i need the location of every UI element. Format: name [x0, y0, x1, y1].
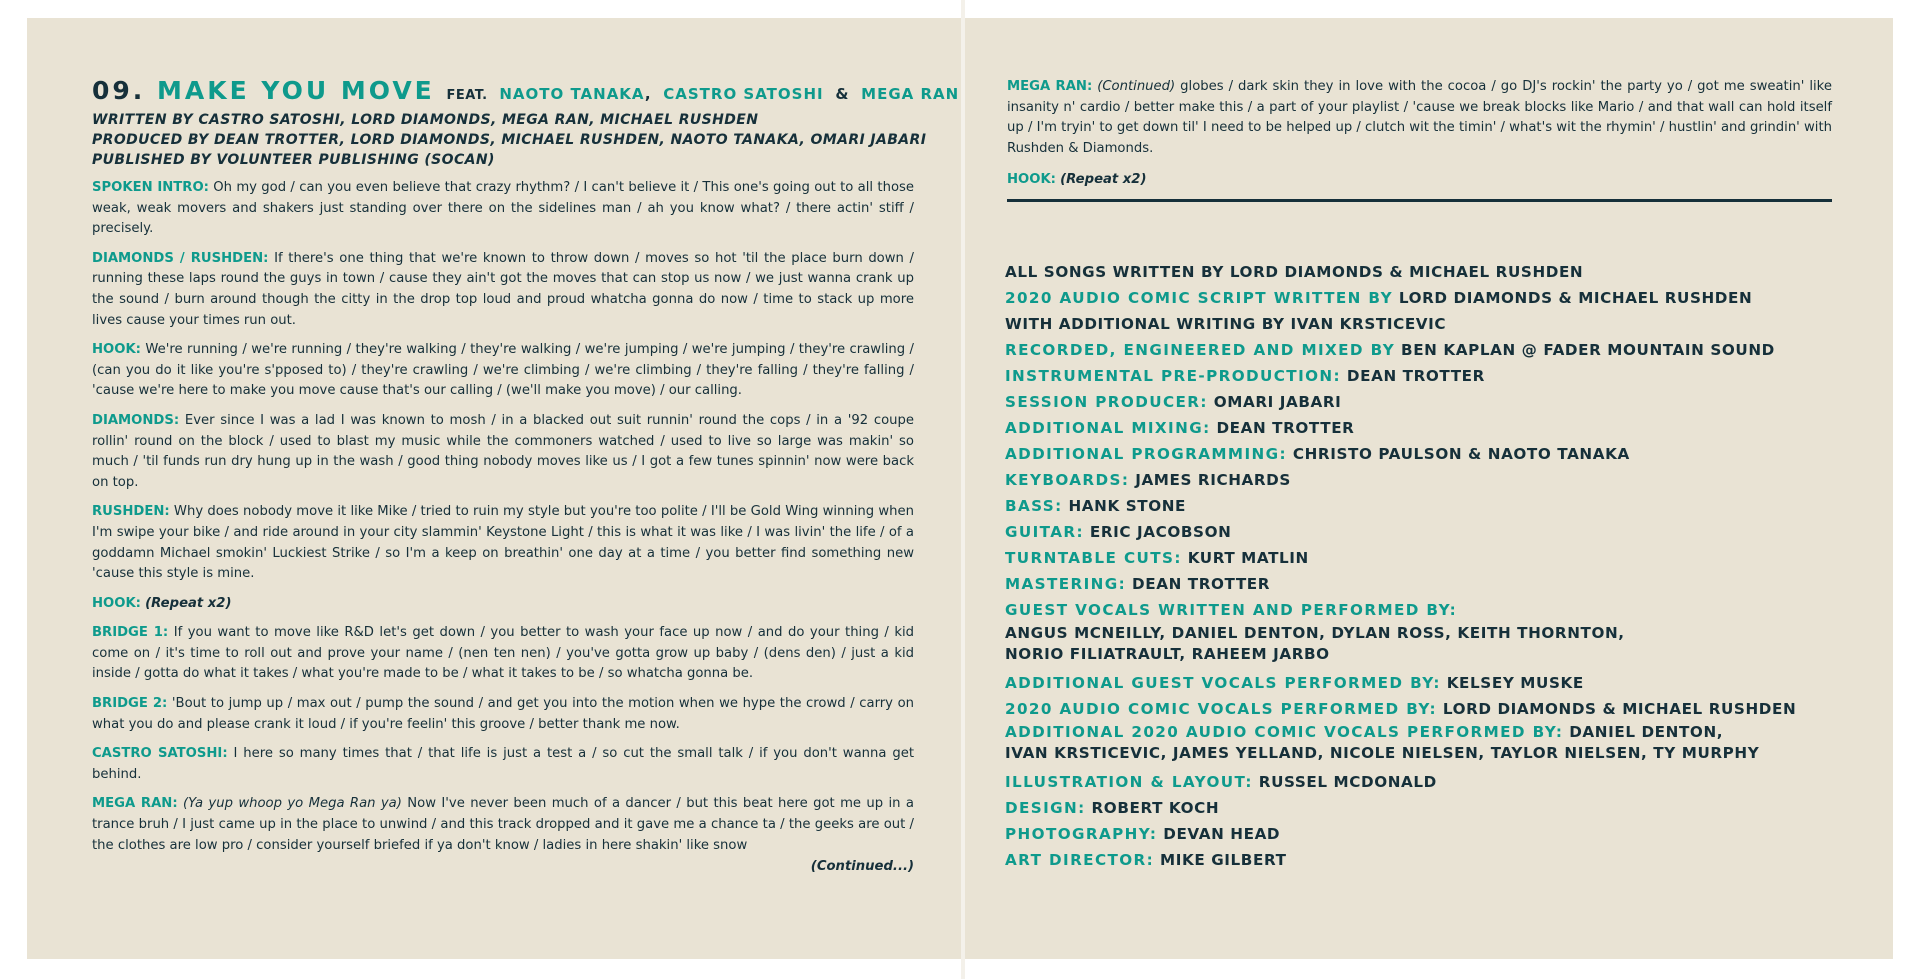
verse	[1007, 170, 1832, 191]
credit-label: RECORDED, ENGINEERED AND MIXED BY	[1005, 341, 1396, 359]
credit-value: NORIO FILIATRAULT, RAHEEM JARBO	[1005, 645, 1330, 663]
verse	[92, 594, 914, 615]
verse-lead: (Repeat x2)	[1060, 172, 1147, 188]
credit-label: DESIGN:	[1005, 799, 1086, 817]
verse-tag: HOOK:	[92, 595, 141, 611]
verse	[92, 178, 914, 240]
credit-value: CHRISTO PAULSON & NAOTO TANAKA	[1292, 445, 1630, 463]
credit-value: DEAN TROTTER	[1132, 575, 1271, 593]
verse	[92, 623, 914, 685]
verse	[92, 694, 914, 735]
credit-row	[1005, 795, 1845, 821]
credit-label: ART DIRECTOR:	[1005, 851, 1155, 869]
credit-value: ANGUS MCNEILLY, DANIEL DENTON, DYLAN ROSS, KEITH THORNTON,	[1005, 624, 1625, 642]
verse-lead: (Ya yup whoop yo Mega Ran ya)	[182, 796, 402, 812]
credit-row	[1005, 597, 1845, 623]
credit-row	[1005, 493, 1845, 519]
verse-lead: (Continued)	[1097, 79, 1176, 94]
verse-text: Now I've never been much of a dancer / but this beat here got me up in a trance bruh / I just came up in the place to unwind / and this track dropped and it gave me a chance ta / the geeks are out / the clothes are low pro / consider yourself briefed if ya don't know / ladies in here shakin' like snow	[92, 796, 914, 853]
feat-separator: &	[835, 85, 850, 103]
verse-text: If you want to move like R&D let's get down / you better to wash your face up now / and do your thing / kid come on / it's time to roll out and prove your name / (nen ten nen) / you've gotta grow up baby / (dens den) / just a kid inside / gotta do what it takes / what you're made to be / what it takes to be / so whatcha gonna be.	[92, 625, 914, 682]
credit-label: ADDITIONAL MIXING:	[1005, 419, 1211, 437]
credit-value: HANK STONE	[1068, 497, 1187, 515]
credit-label: TURNTABLE CUTS:	[1005, 549, 1182, 567]
credit-row	[1005, 571, 1845, 597]
credit-value: DEAN TROTTER	[1216, 419, 1355, 437]
credit-label: KEYBOARDS:	[1005, 471, 1130, 489]
credit-label: ADDITIONAL GUEST VOCALS PERFORMED BY:	[1005, 674, 1441, 692]
feat-artist: CASTRO SATOSHI	[663, 85, 824, 103]
credit-row	[1005, 696, 1845, 722]
verse	[92, 340, 914, 402]
credit-row	[1005, 311, 1845, 337]
lyrics-body	[92, 178, 914, 878]
credit-label: MASTERING:	[1005, 575, 1127, 593]
credit-row	[1005, 722, 1845, 743]
published-by-line: PUBLISHED BY VOLUNTEER PUBLISHING (SOCAN)	[92, 152, 495, 168]
credit-row	[1005, 623, 1845, 644]
feat-artist: MEGA RAN	[861, 85, 960, 103]
verse-text: Ever since I was a lad I was known to mosh / in a blacked out suit runnin' round the cops / in a '92 coupe rollin' round on the block / used to blast my music while the commoners watched / used to live so large was makin' so much / 'til funds run dry hung up in the wash / good thing nobody moves like us / I got a few tunes spinnin' now were back on top.	[92, 412, 914, 490]
credit-label: 2020 AUDIO COMIC SCRIPT WRITTEN BY	[1005, 289, 1393, 307]
credit-row	[1005, 644, 1845, 665]
song-number: 09.	[92, 76, 146, 105]
verse-tag: SPOKEN INTRO:	[92, 180, 209, 195]
credit-value: WITH ADDITIONAL WRITING BY IVAN KRSTICEVIC	[1005, 315, 1447, 333]
credit-row	[1005, 441, 1845, 467]
verse-tag: HOOK:	[1007, 172, 1056, 188]
credit-label: ADDITIONAL 2020 AUDIO COMIC VOCALS PERFORMED BY:	[1005, 723, 1564, 741]
verse	[92, 744, 914, 785]
song-title-line	[92, 76, 960, 110]
feat-artist: NAOTO TANAKA	[499, 85, 645, 103]
feat-label: FEAT.	[446, 88, 488, 103]
credit-value: MIKE GILBERT	[1160, 851, 1287, 869]
credit-row	[1005, 545, 1845, 571]
lyrics-continued-column	[1007, 77, 1832, 202]
verse	[1007, 77, 1832, 159]
verse-text: Oh my god / can you even believe that crazy rhythm? / I can't believe it / This one's going out to all those weak, weak movers and shakers just standing over there on the sidelines man / ah you know what? / there actin' stiff / precisely.	[92, 180, 914, 237]
credit-value: ERIC JACOBSON	[1089, 523, 1232, 541]
credit-row	[1005, 769, 1845, 795]
credit-row	[1005, 821, 1845, 847]
credit-label: 2020 AUDIO COMIC VOCALS PERFORMED BY:	[1005, 700, 1437, 718]
verse	[92, 249, 914, 331]
credit-row	[1005, 743, 1845, 764]
verse-tag: BRIDGE 2:	[92, 696, 168, 712]
credit-value: LORD DIAMONDS & MICHAEL RUSHDEN	[1442, 700, 1797, 718]
credit-row	[1005, 847, 1845, 873]
verse-text: We're running / we're running / they're walking / they're walking / we're jumping / we're jumping / they're crawling / (can you do it like you're s'pposed to) / they're crawling / we're climbing / we're climbing / they're falling / they're falling / 'cause we're here to make you move cause that's our calling / (we'll make you move) / our calling.	[92, 342, 914, 399]
verse-tag: MEGA RAN:	[92, 796, 178, 812]
verse-text: globes / dark skin they in love with the cocoa / go DJ's rockin' the party yo / got me sweatin' like insanity n' cardio / better make this / a part of your playlist / 'cause we break blocks like Mario / and that wall can hold itself up / I'm tryin' to get down til' I need to be helped up / clutch wit the timin' / what's wit the rhymin' / hustlin' and grindin' with Rushden & Diamonds.	[1007, 79, 1832, 156]
verse-tag: DIAMONDS:	[92, 412, 180, 428]
verse-tag: DIAMONDS / RUSHDEN:	[92, 250, 269, 266]
credit-value: KELSEY MUSKE	[1446, 674, 1584, 692]
credit-row	[1005, 285, 1845, 311]
credit-row	[1005, 467, 1845, 493]
verse-lead: (Repeat x2)	[145, 595, 232, 611]
credit-label: BASS:	[1005, 497, 1063, 515]
feat-separator: ,	[644, 85, 652, 103]
section-divider	[1007, 199, 1832, 202]
credit-value: DANIEL DENTON,	[1569, 723, 1724, 741]
credit-value: JAMES RICHARDS	[1135, 471, 1291, 489]
verse	[92, 502, 914, 584]
verse-tag: CASTRO SATOSHI:	[92, 746, 228, 762]
credit-row	[1005, 389, 1845, 415]
credit-label: ILLUSTRATION & LAYOUT:	[1005, 773, 1253, 791]
verse	[92, 794, 914, 856]
verse-tag: MEGA RAN:	[1007, 79, 1093, 94]
credit-label: GUEST VOCALS WRITTEN AND PERFORMED BY:	[1005, 601, 1458, 619]
written-by-line: WRITTEN BY CASTRO SATOSHI, LORD DIAMONDS, MEGA RAN, MICHAEL RUSHDEN	[92, 112, 759, 128]
verse-text: I here so many times that / that life is just a test a / so cut the small talk / if you don't wanna get behind.	[92, 746, 914, 782]
continued-note: (Continued...)	[810, 859, 914, 875]
credit-row	[1005, 363, 1845, 389]
credit-label: ADDITIONAL PROGRAMMING:	[1005, 445, 1287, 463]
verse-text: Why does nobody move it like Mike / tried to ruin my style but you're too polite / I'll be Gold Wing winning when I'm swipe your bike / and ride around in your city slammin' Keystone Light / this is what it was like / I was livin' the life / of a goddamn Michael smokin' Luckiest Strike / so I'm a keep on breathin' one day at a time / you better find something new 'cause this style is mine.	[92, 504, 914, 582]
verse-tag: BRIDGE 1:	[92, 625, 169, 641]
credit-label: GUITAR:	[1005, 523, 1084, 541]
credit-value: RUSSEL MCDONALD	[1258, 773, 1437, 791]
lyrics-column	[92, 76, 960, 878]
credit-row	[1005, 337, 1845, 363]
credit-label: PHOTOGRAPHY:	[1005, 825, 1158, 843]
credit-label: INSTRUMENTAL PRE-PRODUCTION:	[1005, 367, 1342, 385]
credit-value: ROBERT KOCH	[1091, 799, 1220, 817]
album-credits	[1005, 259, 1845, 873]
credit-value: OMARI JABARI	[1213, 393, 1342, 411]
verse-tag: HOOK:	[92, 342, 141, 358]
credit-value: KURT MATLIN	[1187, 549, 1309, 567]
credit-row	[1005, 519, 1845, 545]
credit-value: DEVAN HEAD	[1163, 825, 1281, 843]
credit-row	[1005, 415, 1845, 441]
verse	[92, 411, 914, 493]
credit-label: SESSION PRODUCER:	[1005, 393, 1208, 411]
page-fold	[961, 0, 965, 979]
produced-by-line: PRODUCED BY DEAN TROTTER, LORD DIAMONDS, MICHAEL RUSHDEN, NAOTO TANAKA, OMARI JABARI	[92, 132, 927, 148]
credit-value: DEAN TROTTER	[1346, 367, 1485, 385]
credit-row	[1005, 670, 1845, 696]
credit-value: IVAN KRSTICEVIC, JAMES YELLAND, NICOLE NIELSEN, TAYLOR NIELSEN, TY MURPHY	[1005, 744, 1760, 762]
credit-value: ALL SONGS WRITTEN BY LORD DIAMONDS & MICHAEL RUSHDEN	[1005, 263, 1584, 281]
verse-tag: RUSHDEN:	[92, 504, 170, 520]
verse-text: 'Bout to jump up / max out / pump the sound / and get you into the motion when we hype the crowd / carry on what you do and please crank it loud / if you're feelin' this groove / better thank me now.	[92, 696, 914, 732]
song-title: MAKE YOU MOVE	[157, 76, 435, 105]
verse-text: If there's one thing that we're known to throw down / moves so hot 'til the place burn down / running these laps round the guys in town / cause they ain't got the moves that can stop us now / we just wanna crank up the sound / burn around though the citty in the drop top loud and proud whatcha gonna do now / time to stack up more lives cause your times run out.	[92, 250, 914, 328]
credit-row	[1005, 259, 1845, 285]
credit-value: LORD DIAMONDS & MICHAEL RUSHDEN	[1398, 289, 1753, 307]
credit-value: BEN KAPLAN @ FADER MOUNTAIN SOUND	[1401, 341, 1775, 359]
